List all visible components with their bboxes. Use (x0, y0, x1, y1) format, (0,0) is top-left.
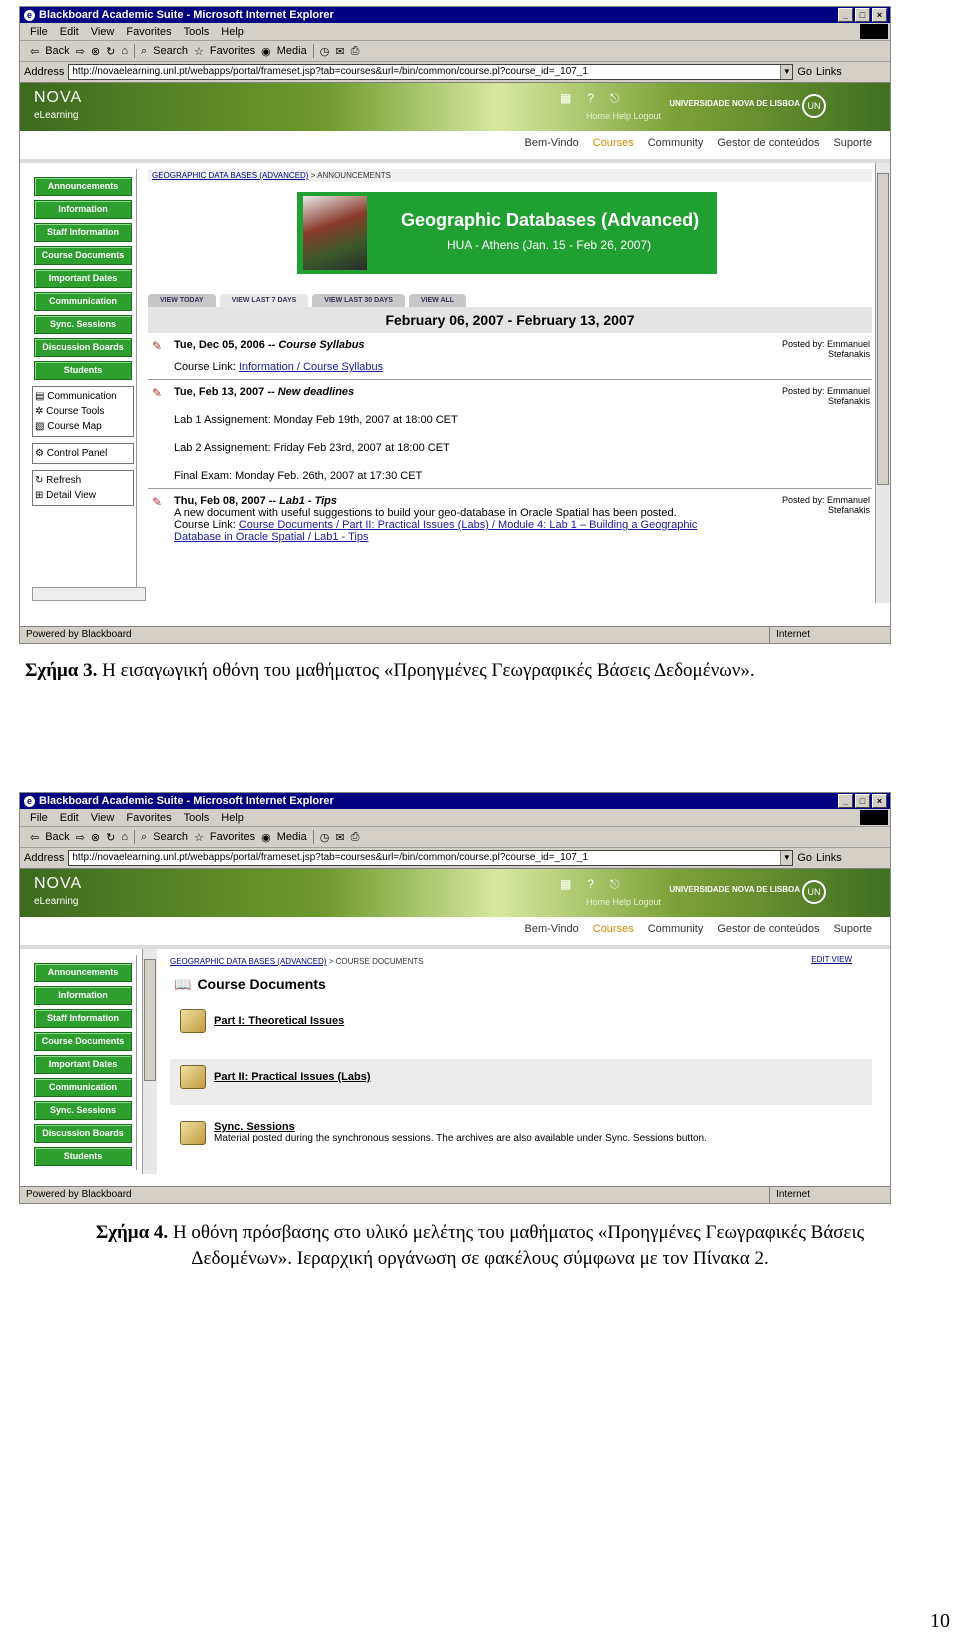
nav-discussion-boards[interactable]: Discussion Boards (34, 338, 132, 357)
announcement-item (148, 489, 872, 549)
history-icon[interactable]: ◷ (319, 831, 330, 844)
nova-logo-sub: eLearning (34, 896, 79, 907)
announcement-date: Tue, Dec 05, 2006 -- (174, 339, 276, 351)
windows-logo-icon (860, 24, 888, 39)
menu-file[interactable]: File (30, 811, 48, 824)
nav-sync-sessions[interactable]: Sync. Sessions (34, 1101, 132, 1120)
pushpin-icon: ✎ (152, 495, 163, 509)
site-banner (20, 869, 890, 917)
nav-course-documents[interactable]: Course Documents (34, 1032, 132, 1051)
home-icon[interactable]: ⌂ (121, 45, 128, 57)
window-titlebar (20, 793, 890, 809)
minimize-button[interactable]: _ (838, 8, 853, 22)
toolbar (20, 41, 890, 62)
nav-important-dates[interactable]: Important Dates (34, 1055, 132, 1074)
menu-help[interactable]: Help (221, 25, 244, 38)
control-panel-box (32, 443, 134, 464)
page-title (174, 976, 872, 993)
course-menu (26, 169, 137, 597)
menu-view[interactable]: View (90, 25, 115, 38)
university-logo-icon: UN (802, 880, 826, 904)
nav-course-documents[interactable]: Course Documents (34, 246, 132, 265)
print-icon[interactable]: ⎙ (350, 44, 360, 57)
home-icon[interactable]: ▦ (560, 91, 572, 105)
menu-file[interactable]: File (30, 25, 48, 38)
home-icon[interactable]: ⌂ (121, 831, 128, 843)
links-button[interactable]: Links (816, 852, 842, 864)
figure-caption-3 (25, 660, 755, 682)
nav-communication[interactable]: Communication (34, 1078, 132, 1097)
folder-title[interactable]: Part I: Theoretical Issues (214, 1015, 345, 1027)
folder-description: Material posted during the synchronous sessions. The archives are also available under Sync. Sessions button. (214, 1133, 707, 1144)
announcement-date: Tue, Feb 13, 2007 -- (174, 386, 275, 398)
print-icon[interactable]: ⎙ (350, 830, 360, 843)
help-icon[interactable]: ? (587, 91, 595, 105)
close-button[interactable]: × (872, 8, 887, 22)
back-arrow-icon[interactable]: ⇦ (30, 45, 40, 58)
favorites-button[interactable]: Favorites (209, 45, 256, 57)
edit-view-link[interactable]: EDIT VIEW (811, 955, 852, 964)
windows-logo-icon (860, 810, 888, 825)
announcement-text: A new document with useful suggestions to build your geo-database in Oracle Spatial has been posted. (174, 507, 677, 519)
maximize-button[interactable]: □ (855, 8, 870, 22)
breadcrumb-current: > COURSE DOCUMENTS (328, 957, 424, 966)
tab-view-today[interactable]: VIEW TODAY (148, 294, 216, 307)
view-tabs (148, 294, 872, 307)
refresh-icon: ↻ (35, 475, 47, 486)
folder-icon (180, 1065, 206, 1089)
favorites-icon[interactable]: ☆ (194, 831, 204, 844)
banner-links[interactable]: Home Help Logout (586, 897, 662, 907)
back-button[interactable]: Back (45, 831, 70, 843)
search-icon[interactable]: ⌕ (141, 830, 148, 843)
tool-detail-view[interactable]: ⊞ Detail View (35, 490, 97, 501)
nav-important-dates[interactable]: Important Dates (34, 269, 132, 288)
menu-tools[interactable]: Tools (183, 25, 210, 38)
posted-by: Posted by: Emmanuel Stefanakis (781, 495, 870, 515)
content-frame (160, 949, 872, 1174)
breadcrumb-course-link[interactable]: GEOGRAPHIC DATA BASES (ADVANCED) (152, 171, 309, 180)
figure-caption-4 (5, 1220, 955, 1272)
map-icon: ▧ (35, 421, 48, 432)
tool-course-map[interactable]: ▧ Course Map (35, 421, 102, 432)
status-text: Powered by Blackboard (26, 1189, 132, 1200)
detail-view-icon: ⊞ (35, 490, 47, 501)
course-banner (297, 192, 717, 274)
address-bar (20, 62, 890, 83)
tab-bem-vindo[interactable]: Bem-Vindo (524, 137, 579, 149)
tab-courses[interactable]: Courses (592, 137, 634, 149)
nav-staff-information[interactable]: Staff Information (34, 223, 132, 242)
menu-favorites[interactable]: Favorites (126, 25, 172, 38)
tab-view-last-30-days[interactable]: VIEW LAST 30 DAYS (312, 294, 405, 307)
university-name: UNIVERSIDADE NOVA DE LISBOA (669, 99, 800, 108)
portal-tabs (20, 917, 890, 949)
announcement-item (148, 380, 872, 489)
nova-logo: NOVA (34, 89, 83, 106)
course-title: Geographic Databases (Advanced) (401, 210, 700, 230)
nav-students[interactable]: Students (34, 361, 132, 380)
nav-information[interactable]: Information (34, 200, 132, 219)
pushpin-icon: ✎ (152, 339, 163, 353)
university-logo-icon: UN (802, 94, 826, 118)
maximize-button[interactable]: □ (855, 794, 870, 808)
tab-view-all[interactable]: VIEW ALL (409, 294, 466, 307)
url-text: http://novaelearning.unl.pt/webapps/portal/frameset.jsp?tab=courses&url=/bin/common/course.pl?course_id=_107_1 (72, 66, 588, 77)
university-name: UNIVERSIDADE NOVA DE LISBOA (669, 885, 800, 894)
left-vertical-scrollbar[interactable] (142, 949, 157, 1174)
announcement-date: Thu, Feb 08, 2007 -- (174, 495, 277, 507)
stop-icon[interactable]: ⊗ (90, 831, 101, 844)
tab-gestor[interactable]: Gestor de conteúdos (717, 137, 820, 149)
address-bar (20, 848, 890, 869)
course-link-label: Course Link: (174, 361, 236, 373)
forward-arrow-icon[interactable]: ⇨ (75, 45, 85, 58)
status-bar (20, 1186, 890, 1203)
address-input[interactable] (68, 850, 793, 866)
mail-icon[interactable]: ✉ (335, 45, 345, 58)
favorites-button[interactable]: Favorites (209, 831, 256, 843)
back-arrow-icon[interactable]: ⇦ (30, 831, 40, 844)
window-title: Blackboard Academic Suite - Microsoft Internet Explorer (39, 9, 334, 21)
back-button[interactable]: Back (45, 45, 70, 57)
media-icon[interactable]: ◉ (261, 831, 271, 844)
nav-students[interactable]: Students (34, 1147, 132, 1166)
close-button[interactable]: × (872, 794, 887, 808)
tool-control-panel[interactable]: ⚙ Control Panel (35, 448, 108, 459)
search-icon[interactable]: ⌕ (141, 44, 148, 57)
toolbar (20, 827, 890, 848)
breadcrumb-current: > ANNOUNCEMENTS (310, 171, 391, 180)
date-range: February 06, 2007 - February 13, 2007 (148, 307, 872, 333)
tab-community[interactable]: Community (647, 923, 704, 935)
tab-bem-vindo[interactable]: Bem-Vindo (524, 923, 579, 935)
course-subtitle: HUA - Athens (Jan. 15 - Feb 26, 2007) (447, 238, 652, 252)
course-image (303, 196, 367, 270)
chevron-down-icon[interactable]: ▼ (780, 65, 792, 79)
home-icon[interactable]: ▦ (560, 877, 572, 891)
breadcrumb (166, 955, 872, 968)
media-button[interactable]: Media (276, 831, 307, 843)
menu-view[interactable]: View (90, 811, 115, 824)
page-title-text: Course Documents (197, 976, 326, 992)
favorites-icon[interactable]: ☆ (194, 45, 204, 58)
announcement-item (148, 333, 872, 380)
left-horizontal-scrollbar[interactable] (32, 587, 146, 601)
tab-suporte[interactable]: Suporte (833, 923, 872, 935)
view-box (32, 470, 134, 506)
nav-announcements[interactable]: Announcements (34, 963, 132, 982)
banner-links[interactable]: Home Help Logout (586, 111, 662, 121)
menu-bar (20, 809, 890, 827)
menu-tools[interactable]: Tools (183, 811, 210, 824)
logout-icon[interactable]: ⎋ (610, 91, 620, 105)
logout-icon[interactable]: ⎋ (610, 877, 620, 891)
address-label: Address (24, 852, 65, 864)
tab-gestor[interactable]: Gestor de conteúdos (717, 923, 820, 935)
course-link-label: Course Link: (174, 519, 236, 531)
folder-icon (180, 1009, 206, 1033)
history-icon[interactable]: ◷ (319, 45, 330, 58)
menu-edit[interactable]: Edit (59, 25, 79, 38)
help-icon[interactable]: ? (587, 877, 595, 891)
course-tools-box (32, 386, 134, 437)
nav-announcements[interactable]: Announcements (34, 177, 132, 196)
ie-icon: e (24, 796, 35, 807)
folder-title[interactable]: Part II: Practical Issues (Labs) (214, 1071, 371, 1083)
search-button[interactable]: Search (153, 831, 189, 843)
page-number: 10 (930, 1610, 950, 1632)
announcements-screenshot (19, 6, 891, 644)
chevron-down-icon[interactable]: ▼ (780, 851, 792, 865)
ie-icon: e (24, 10, 35, 21)
announcement-title: Lab1 - Tips (279, 495, 338, 507)
announcement-title: Course Syllabus (278, 339, 365, 351)
course-documents-screenshot (19, 792, 891, 1204)
menu-favorites[interactable]: Favorites (126, 811, 172, 824)
posted-by: Posted by: Emmanuel Stefanakis (781, 386, 870, 406)
status-text: Powered by Blackboard (26, 629, 132, 640)
breadcrumb (148, 169, 872, 182)
caption-label: Σχήμα 4. (95, 1222, 169, 1243)
media-button[interactable]: Media (276, 45, 307, 57)
window-titlebar (20, 7, 890, 23)
address-input[interactable] (68, 64, 793, 80)
tool-communication[interactable]: ▤ Communication (35, 391, 117, 402)
content-frame (142, 163, 872, 615)
menu-help[interactable]: Help (221, 811, 244, 824)
scrollbar-thumb[interactable] (144, 959, 156, 1081)
vertical-scrollbar[interactable] (875, 163, 890, 603)
tab-view-last-7-days[interactable]: VIEW LAST 7 DAYS (220, 294, 309, 307)
minimize-button[interactable]: _ (838, 794, 853, 808)
refresh-icon[interactable]: ↻ (106, 45, 116, 58)
go-button[interactable]: Go (797, 852, 813, 864)
course-link[interactable]: Course Documents / Part II: Practical Issues (Labs) / Module 4: Lab 1 – Building a Geographic Database in Oracle Spatial / Lab1 - Tips (174, 519, 698, 543)
breadcrumb-course-link[interactable]: GEOGRAPHIC DATA BASES (ADVANCED) (170, 957, 327, 966)
announcement-line: Lab 1 Assignement: Monday Feb 19th, 2007 at 18:00 CET (174, 414, 458, 426)
main-area (20, 949, 890, 1174)
nav-sync-sessions[interactable]: Sync. Sessions (34, 315, 132, 334)
url-text: http://novaelearning.unl.pt/webapps/portal/frameset.jsp?tab=courses&url=/bin/common/course.pl?course_id=_107_1 (72, 852, 588, 863)
nav-information[interactable]: Information (34, 986, 132, 1005)
folder-title[interactable]: Sync. Sessions (214, 1121, 295, 1133)
caption-text: Η οθόνη πρόσβασης στο υλικό μελέτης του μαθήματος «Προηγμένες Γεωγραφικές Βάσεις (168, 1222, 865, 1243)
nova-logo: NOVA (34, 875, 83, 892)
window-title: Blackboard Academic Suite - Microsoft Internet Explorer (39, 795, 334, 807)
internet-zone: Internet (769, 1187, 810, 1203)
status-bar (20, 626, 890, 643)
refresh-icon[interactable]: ↻ (106, 831, 116, 844)
tab-courses[interactable]: Courses (592, 923, 634, 935)
main-area (20, 163, 890, 615)
caption-text: Η εισαγωγική οθόνη του μαθήματος «Προηγμένες Γεωγραφικές Βάσεις Δεδομένων». (97, 660, 755, 681)
media-icon[interactable]: ◉ (261, 45, 271, 58)
course-menu (26, 955, 137, 1170)
go-button[interactable]: Go (797, 66, 813, 78)
folder-icon (180, 1121, 206, 1145)
list-item[interactable] (170, 1115, 872, 1171)
communication-icon: ▤ (35, 391, 48, 402)
control-panel-icon: ⚙ (35, 448, 47, 459)
search-button[interactable]: Search (153, 45, 189, 57)
nav-staff-information[interactable]: Staff Information (34, 1009, 132, 1028)
announcement-line: Final Exam: Monday Feb. 26th, 2007 at 17:30 CET (174, 470, 423, 482)
tool-refresh[interactable]: ↻ Refresh (35, 475, 82, 486)
forward-arrow-icon[interactable]: ⇨ (75, 831, 85, 844)
caption-label: Σχήμα 3. (25, 660, 98, 681)
tool-course-tools[interactable]: ✲ Course Tools (35, 406, 105, 417)
menu-bar (20, 23, 890, 41)
book-icon: 📖 (174, 976, 192, 992)
nav-discussion-boards[interactable]: Discussion Boards (34, 1124, 132, 1143)
mail-icon[interactable]: ✉ (335, 831, 345, 844)
pushpin-icon: ✎ (152, 386, 163, 400)
internet-zone: Internet (769, 627, 810, 643)
announcement-line: Lab 2 Assignement: Friday Feb 23rd, 2007 at 18:00 CET (174, 442, 450, 454)
stop-icon[interactable]: ⊗ (90, 45, 101, 58)
list-item[interactable] (170, 1059, 872, 1105)
links-button[interactable]: Links (816, 66, 842, 78)
nav-communication[interactable]: Communication (34, 292, 132, 311)
tab-suporte[interactable]: Suporte (833, 137, 872, 149)
site-banner (20, 83, 890, 131)
list-item[interactable] (170, 1003, 872, 1049)
tools-icon: ✲ (35, 406, 47, 417)
address-label: Address (24, 66, 65, 78)
portal-tabs (20, 131, 890, 163)
caption-text-line2: Δεδομένων». Ιεραρχική οργάνωση σε φακέλους σύμφωνα με τον Πίνακα 2. (191, 1248, 769, 1269)
scrollbar-thumb[interactable] (877, 173, 889, 485)
nova-logo-sub: eLearning (34, 110, 79, 121)
announcement-title: New deadlines (277, 386, 355, 398)
menu-edit[interactable]: Edit (59, 811, 79, 824)
tab-community[interactable]: Community (647, 137, 704, 149)
course-link[interactable]: Information / Course Syllabus (238, 361, 384, 373)
posted-by: Posted by: Emmanuel Stefanakis (781, 339, 870, 359)
